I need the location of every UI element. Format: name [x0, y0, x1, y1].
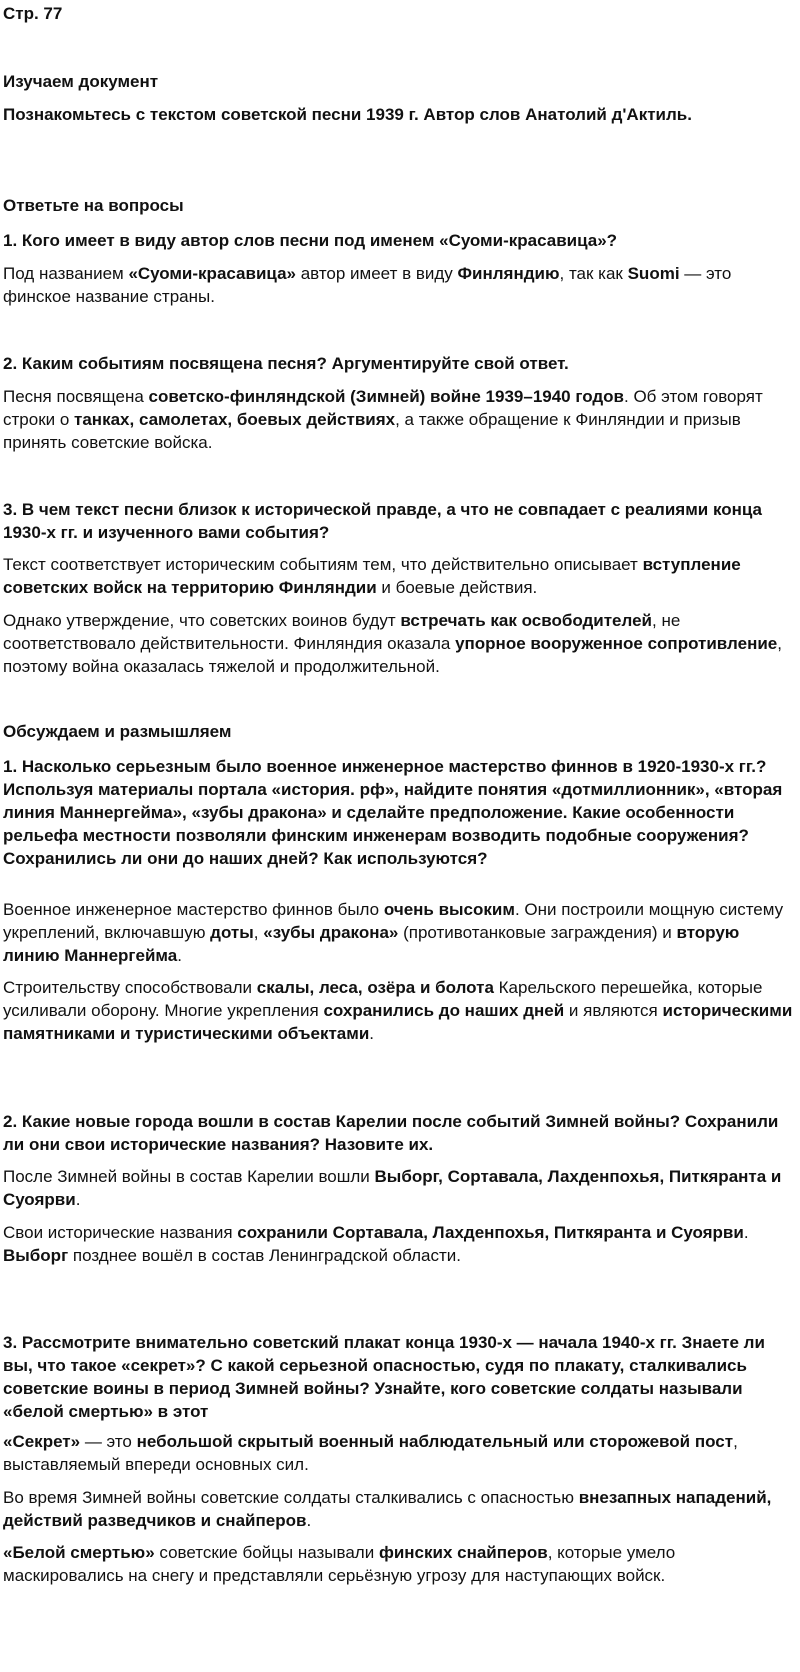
answer-text: Строительству способствовали: [3, 978, 257, 997]
answer-text: автор имеет в виду: [295, 264, 458, 283]
answer-emphasis: доты: [210, 923, 254, 942]
answer-text: После Зимней войны в состав Карелии вошли: [3, 1167, 375, 1186]
answer-emphasis: небольшой скрытый военный наблюдательный или сторожевой пост: [136, 1432, 734, 1451]
answer-text: , поэтому война оказалась тяжелой и продолжительной.: [3, 634, 782, 676]
answer-emphasis: Suomi: [627, 264, 680, 283]
answer-2-3b: [3, 609, 794, 678]
answer-emphasis: «Белой смертью»: [3, 1543, 155, 1562]
answer-emphasis: вторую линию Маннергейма: [3, 923, 740, 965]
answer-3-2b: [3, 1221, 794, 1267]
answer-emphasis: Финляндию: [457, 264, 560, 283]
answer-text: , выставляемый впереди основных сил.: [3, 1432, 738, 1474]
answer-emphasis: «Суоми-красавица»: [128, 264, 296, 283]
answer-text: , а также обращение к Финляндии и призыв принять советские войска.: [3, 410, 741, 452]
document-intro: Познакомьтесь с текстом советской песни 1939 г. Автор слов Анатолий д'Актиль.: [3, 105, 692, 124]
answer-emphasis: скалы, леса, озёра и болота: [256, 978, 494, 997]
question-3-2: 2. Какие новые города вошли в состав Карелии после событий Зимней войны? Сохранили ли они свои исторические названия? Назовите их.: [3, 1112, 779, 1154]
answer-2-1: [3, 262, 794, 308]
answer-emphasis: «зубы дракона»: [263, 923, 399, 942]
answer-emphasis: встречать как освободителей: [400, 611, 652, 630]
answer-text: и являются: [564, 1001, 663, 1020]
answer-emphasis: очень высоким: [383, 900, 515, 919]
answer-text: , не соответствовало действительности. Финляндия оказала: [3, 611, 681, 653]
answer-text: . Они построили мощную систему укреплений, включавшую: [3, 900, 784, 942]
question-2-2: 2. Каким событиям посвящена песня? Аргументируйте свой ответ.: [3, 354, 569, 373]
answer-text: Военное инженерное мастерство финнов было: [3, 900, 384, 919]
answer-emphasis: советско-финляндской (Зимней) войне 1939–1940 годов: [148, 387, 625, 406]
answer-text: Карельского перешейка, которые усиливали оборону. Многие укрепления: [3, 978, 763, 1020]
answer-3-1a: [3, 898, 794, 967]
answer-text: .: [369, 1024, 375, 1043]
answer-text: Текст соответствует историческим событиям тем, что действительно описывает: [3, 555, 643, 574]
answer-text: .: [306, 1511, 312, 1530]
answer-text: . Об этом говорят строки о: [3, 387, 763, 429]
answer-3-2a: [3, 1165, 794, 1211]
answer-emphasis: сохранили Сортавала, Лахденпохья, Питкяранта и Суоярви: [237, 1223, 744, 1242]
answer-emphasis: вступление советских войск на территорию Финляндии: [3, 555, 741, 597]
answer-text: ,: [253, 923, 264, 942]
answer-text: Под названием: [3, 264, 129, 283]
question-2-1: 1. Кого имеет в виду автор слов песни под именем «Суоми-красавица»?: [3, 231, 618, 250]
answer-emphasis: финских снайперов: [378, 1543, 548, 1562]
answer-emphasis: Выборг, Сортавала, Лахденпохья, Питкяранта и Суоярви: [3, 1167, 782, 1209]
answer-text: советские бойцы называли: [154, 1543, 379, 1562]
answer-text: (противотанковые заграждения) и: [398, 923, 677, 942]
answer-text: Во время Зимней войны советские солдаты сталкивались с опасностью: [3, 1488, 579, 1507]
section-title-study-document: Изучаем документ: [3, 72, 159, 91]
answer-2-2: [3, 385, 794, 454]
answer-emphasis: внезапных нападений, действий разведчиков и снайперов: [3, 1488, 772, 1530]
answer-emphasis: сохранились до наших дней: [323, 1001, 565, 1020]
answer-text: — это финское название страны.: [3, 264, 732, 306]
answer-text: Свои исторические названия: [3, 1223, 238, 1242]
answer-text: и боевые действия.: [376, 578, 538, 597]
answer-text: Песня посвящена: [3, 387, 149, 406]
answer-emphasis: танках, самолетах, боевых действиях: [74, 410, 396, 429]
answer-emphasis: Выборг: [3, 1246, 69, 1265]
answer-text: .: [75, 1190, 81, 1209]
answer-text: , так как: [559, 264, 628, 283]
answer-text: .: [177, 946, 182, 965]
question-2-3: 3. В чем текст песни близок к исторической правде, а что не совпадает с реалиями конца 1930-х гг. и изученного вами события?: [3, 500, 763, 542]
answer-text: , которые умело маскировались на снегу и представляли серьёзную угрозу для наступающих войск.: [3, 1543, 676, 1585]
section-title-discuss: Обсуждаем и размышляем: [3, 722, 232, 741]
answer-text: Однако утверждение, что советских воинов будут: [3, 611, 401, 630]
answer-3-3c: [3, 1541, 794, 1587]
answer-emphasis: «Секрет»: [3, 1432, 81, 1451]
answer-3-3a: [3, 1430, 794, 1476]
answer-text: — это: [80, 1432, 137, 1451]
question-3-1: 1. Насколько серьезным было военное инженерное мастерство финнов в 1920-1930-х гг.? Используя материалы портала «история. рф», найдите понятия «дотмиллионник», «вторая линия Маннергейма», «зубы дракона» и сделайте предположение. Какие особенности рельефа местности позволяли финским инженерам возводить подобные сооружения? Сохранились ли они до наших дней? Как используются?: [3, 757, 783, 868]
answer-2-3a: [3, 553, 794, 599]
question-3-3: 3. Рассмотрите внимательно советский плакат конца 1930-х — начала 1940-х гг. Знаете ли вы, что такое «секрет»? С какой серьезной опасностью, судя по плакату, сталкивались советские воины в период Зимней войны? Узнайте, кого советские солдаты называли «белой смертью» в этот: [3, 1333, 765, 1421]
answer-3-1b: [3, 976, 794, 1045]
answer-text: позднее вошёл в состав Ленинградской области.: [68, 1246, 461, 1265]
answer-emphasis: историческими памятниками и туристическими объектами: [3, 1001, 793, 1043]
answer-3-3b: [3, 1486, 794, 1532]
answer-text: .: [743, 1223, 749, 1242]
section-title-answer-questions: Ответьте на вопросы: [3, 196, 184, 215]
page-number: Стр. 77: [3, 4, 63, 23]
answer-emphasis: упорное вооруженное сопротивление: [455, 634, 778, 653]
